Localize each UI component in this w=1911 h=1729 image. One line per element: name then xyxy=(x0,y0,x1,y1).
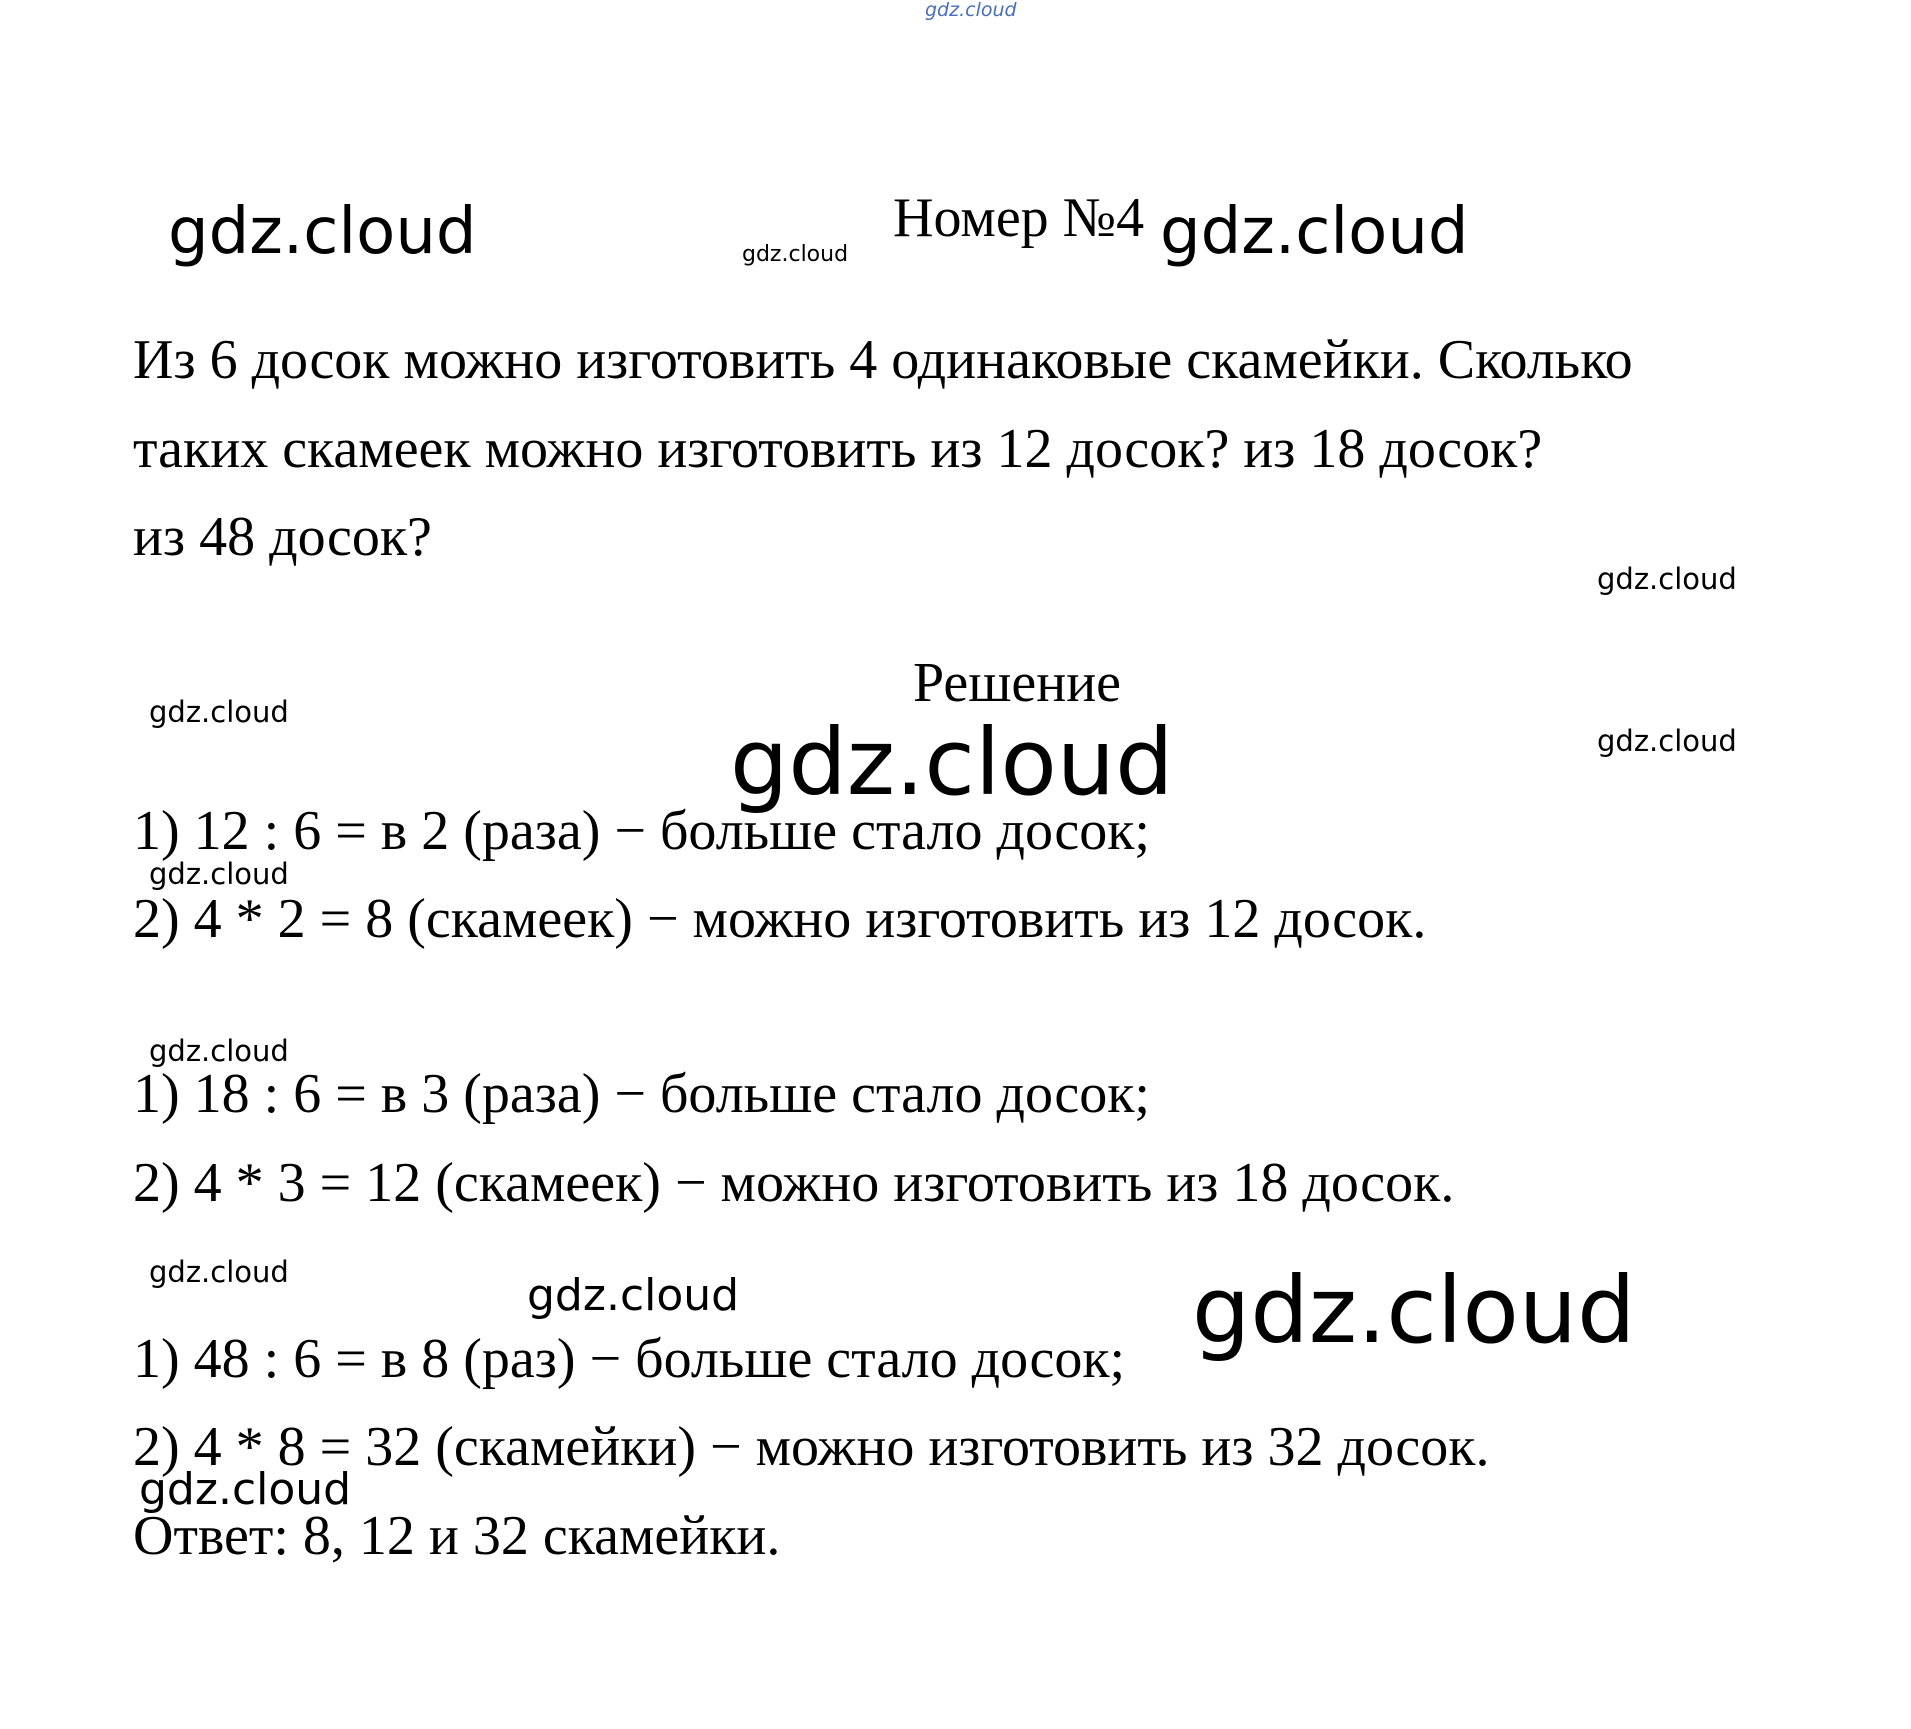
watermark-left-1: gdz.cloud xyxy=(149,695,289,729)
page-title: Номер №4 xyxy=(893,187,1145,249)
solution-heading: Решение xyxy=(913,652,1122,714)
answer-line: Ответ: 8, 12 и 32 скамейки. xyxy=(133,1505,781,1567)
watermark-large-right: gdz.cloud xyxy=(1160,195,1469,269)
watermark-bottom-left: gdz.cloud xyxy=(139,1464,352,1515)
problem-line-3: из 48 досок? xyxy=(133,506,432,568)
solution-step-3-2: 2) 4 * 8 = 32 (скамейки) − можно изготовить из 32 досок. xyxy=(133,1416,1490,1478)
watermark-mid: gdz.cloud xyxy=(527,1270,740,1321)
watermark-right-2: gdz.cloud xyxy=(1597,724,1737,758)
watermark-left-3: gdz.cloud xyxy=(149,1034,289,1068)
watermark-top: gdz.cloud xyxy=(925,0,1017,21)
solution-step-2-2: 2) 4 * 3 = 12 (скамеек) − можно изготовить из 18 досок. xyxy=(133,1152,1455,1214)
watermark-left-2: gdz.cloud xyxy=(149,857,289,891)
watermark-right-1: gdz.cloud xyxy=(1597,562,1737,596)
problem-line-2: таких скамеек можно изготовить из 12 досок? из 18 досок? xyxy=(133,418,1543,480)
solution-step-3-1: 1) 48 : 6 = в 8 (раз) − больше стало досок; xyxy=(133,1328,1126,1390)
solution-step-2-1: 1) 18 : 6 = в 3 (раза) − больше стало досок; xyxy=(133,1063,1150,1125)
solution-step-1-1: 1) 12 : 6 = в 2 (раза) − больше стало досок; xyxy=(133,800,1150,862)
watermark-left-4: gdz.cloud xyxy=(149,1255,289,1289)
watermark-bottom-large: gdz.cloud xyxy=(1192,1257,1636,1364)
watermark-center-large: gdz.cloud xyxy=(730,709,1174,816)
watermark-large-left: gdz.cloud xyxy=(168,195,477,269)
watermark-small-center: gdz.cloud xyxy=(742,242,849,267)
solution-step-1-2: 2) 4 * 2 = 8 (скамеек) − можно изготовить из 12 досок. xyxy=(133,888,1427,950)
problem-line-1: Из 6 досок можно изготовить 4 одинаковые скамейки. Сколько xyxy=(133,329,1633,391)
